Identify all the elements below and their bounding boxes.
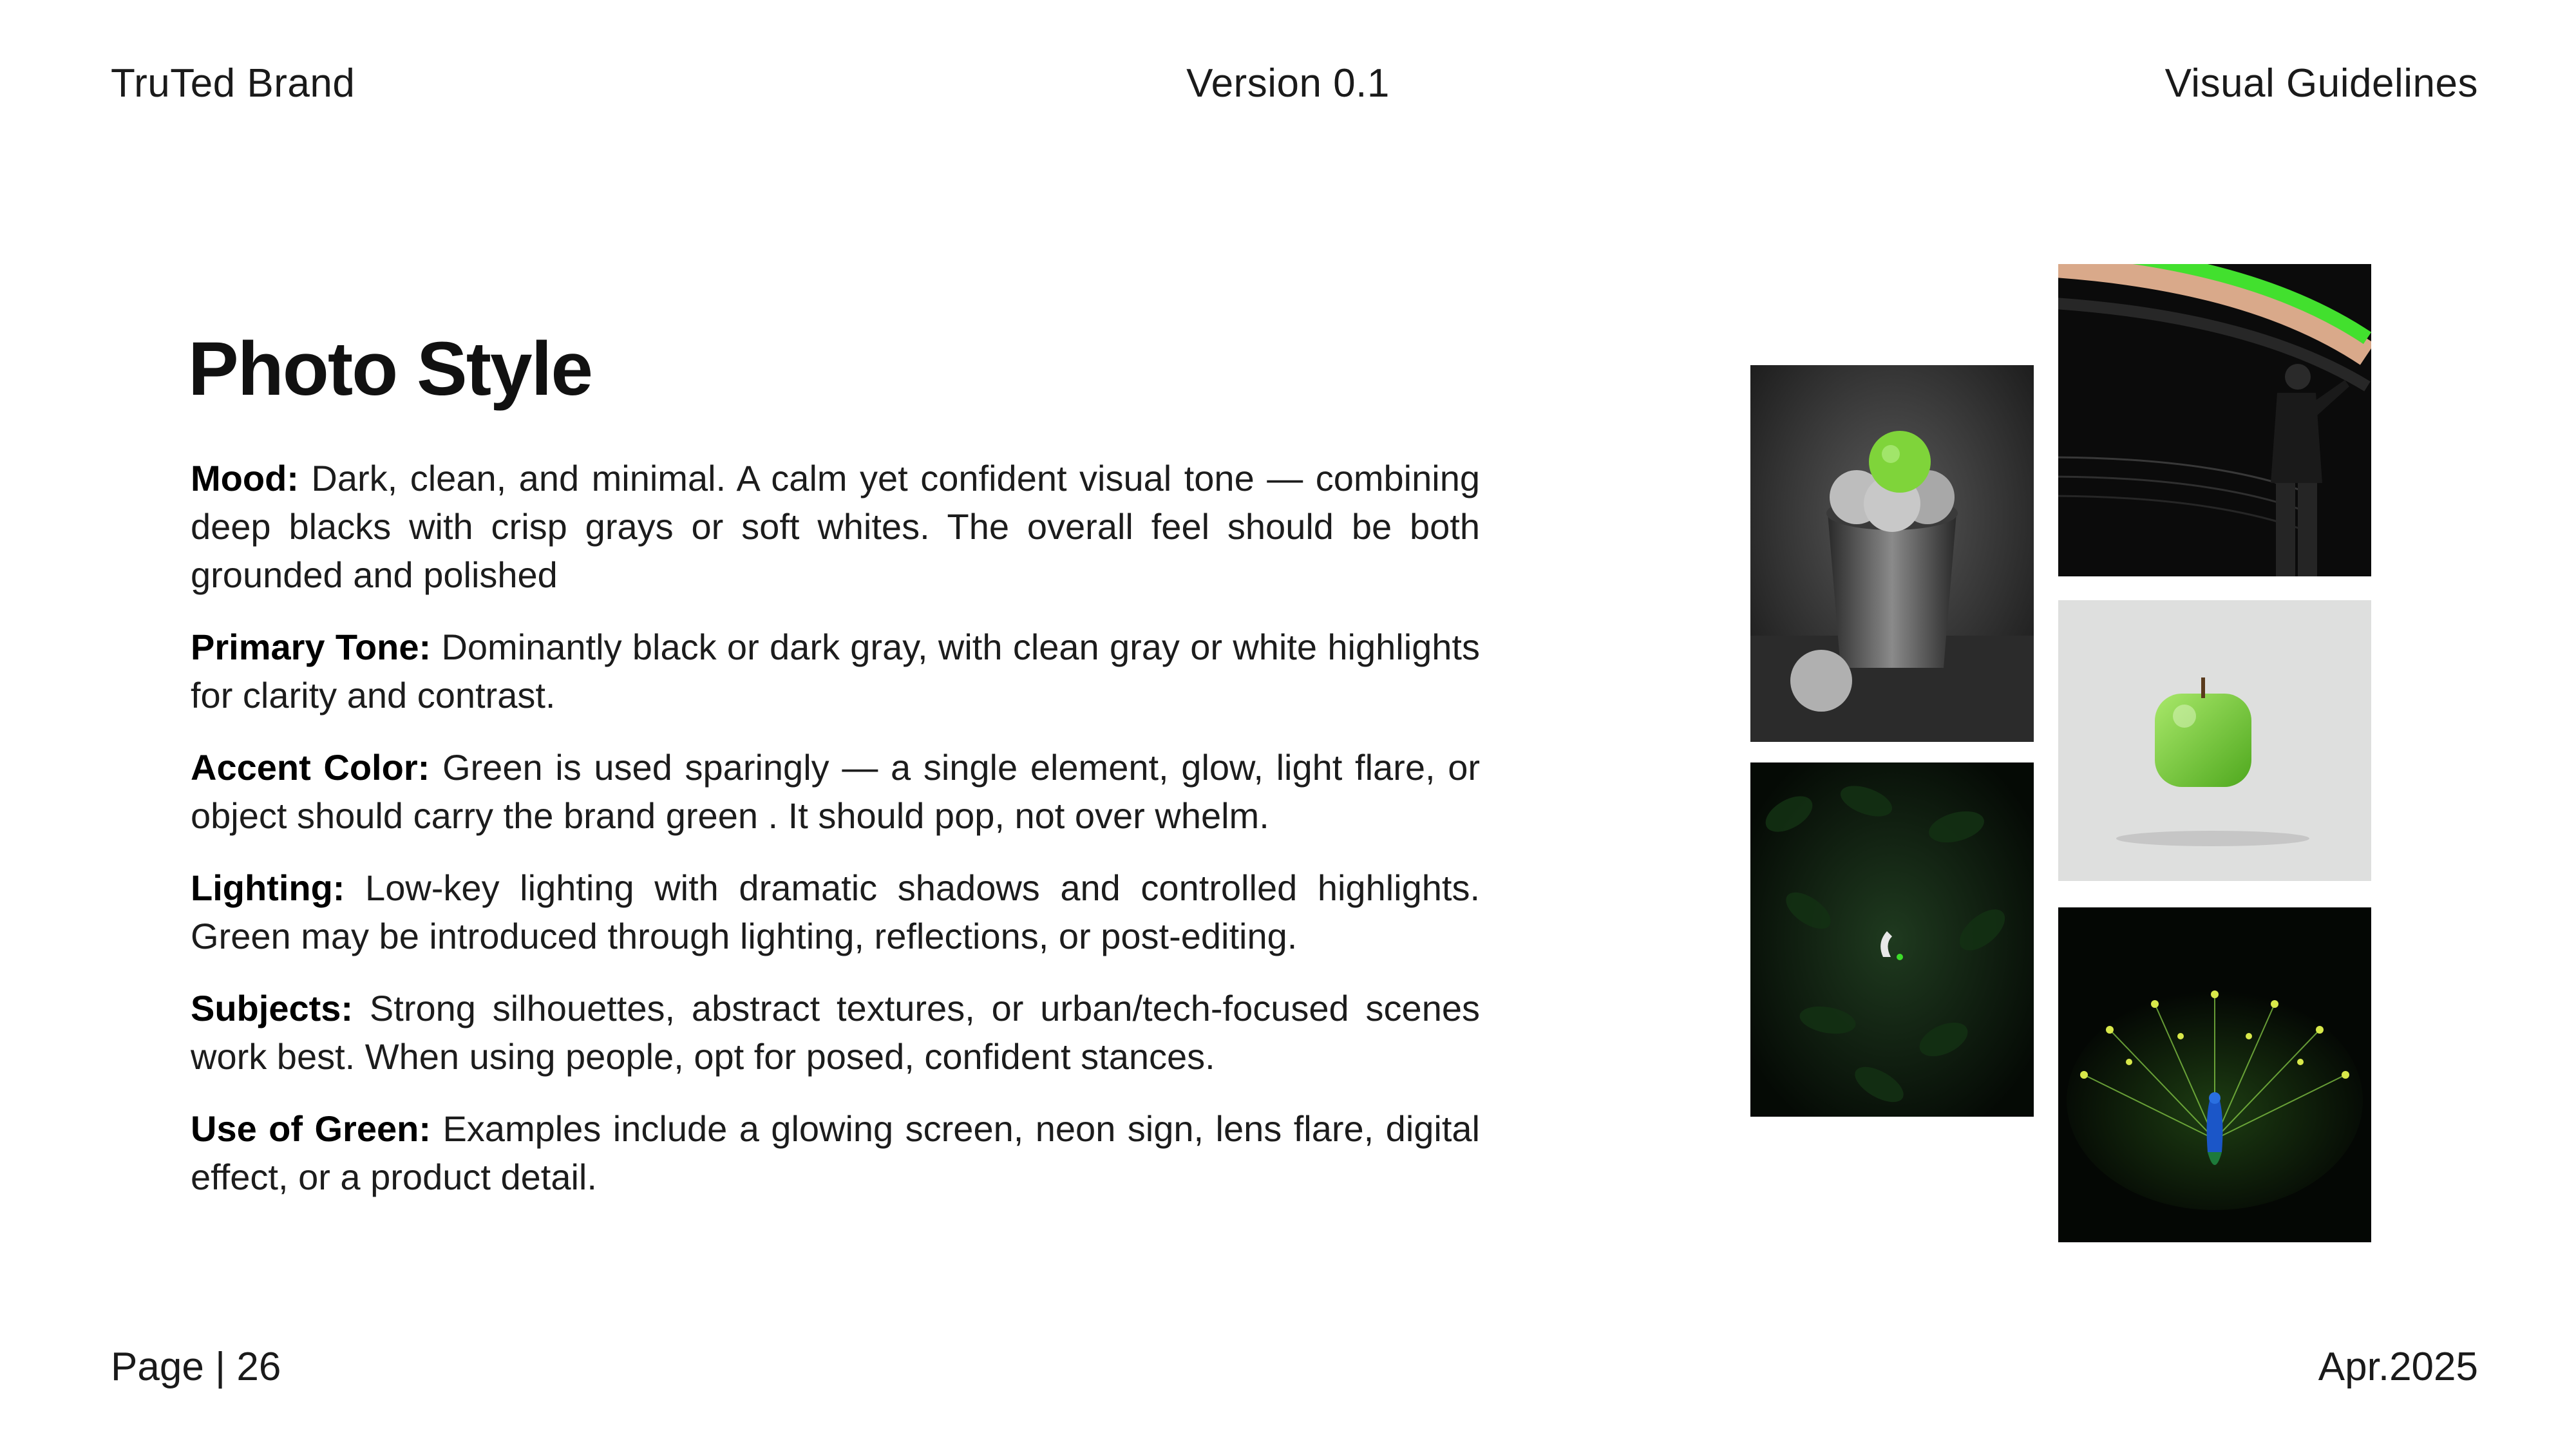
paragraph-label: Primary Tone: <box>191 627 431 667</box>
paragraph-use-of-green <box>191 1104 1480 1201</box>
paragraph-label: Use of Green: <box>191 1108 431 1149</box>
paragraph-text: Green is used sparingly — a single element, glow, light flare, or object should carry the brand green . It should pop, not over whelm. <box>191 747 1481 836</box>
photo-apple-bucket <box>1750 365 2034 742</box>
footer-date: Apr.2025 <box>2318 1345 2478 1389</box>
paragraph-label: Accent Color: <box>191 747 430 788</box>
photo-green-apple <box>2058 600 2371 881</box>
body-text <box>191 454 1480 1225</box>
photo-peacock <box>2058 907 2371 1242</box>
paragraph-text: Strong silhouettes, abstract textures, or urban/tech-focused scenes work best. When using people, opt for posed, confident stances. <box>191 988 1480 1077</box>
paragraph-subjects <box>191 984 1480 1081</box>
paragraph-lighting <box>191 864 1480 960</box>
paragraph-primary-tone <box>191 623 1480 719</box>
paragraph-mood <box>191 454 1480 599</box>
header-version: Version 0.1 <box>1186 61 1390 106</box>
photo-man-neon-arc <box>2058 264 2371 576</box>
header-section: Visual Guidelines <box>2164 61 2478 106</box>
header-brand: TruTed Brand <box>111 61 355 106</box>
paragraph-label: Subjects: <box>191 988 354 1028</box>
paragraph-accent-color <box>191 743 1480 840</box>
paragraph-text: Examples include a glowing screen, neon sign, lens flare, digital effect, or a product detail. <box>191 1108 1480 1197</box>
paragraph-text: Dark, clean, and minimal. A calm yet confident visual tone — combining deep blacks with crisp grays or soft whites. The overall feel should be both grounded and polished <box>191 458 1480 595</box>
photo-dark-leaves <box>1750 762 2034 1117</box>
footer-page-number: Page | 26 <box>111 1345 281 1389</box>
paragraph-label: Mood: <box>191 458 299 498</box>
page-title: Photo Style <box>188 327 592 412</box>
paragraph-label: Lighting: <box>191 867 345 908</box>
paragraph-text: Low-key lighting with dramatic shadows and controlled highlights. Green may be introduced through lighting, reflections, or post-editing. <box>191 867 1480 956</box>
paragraph-text: Dominantly black or dark gray, with clean gray or white highlights for clarity and contrast. <box>191 627 1480 715</box>
